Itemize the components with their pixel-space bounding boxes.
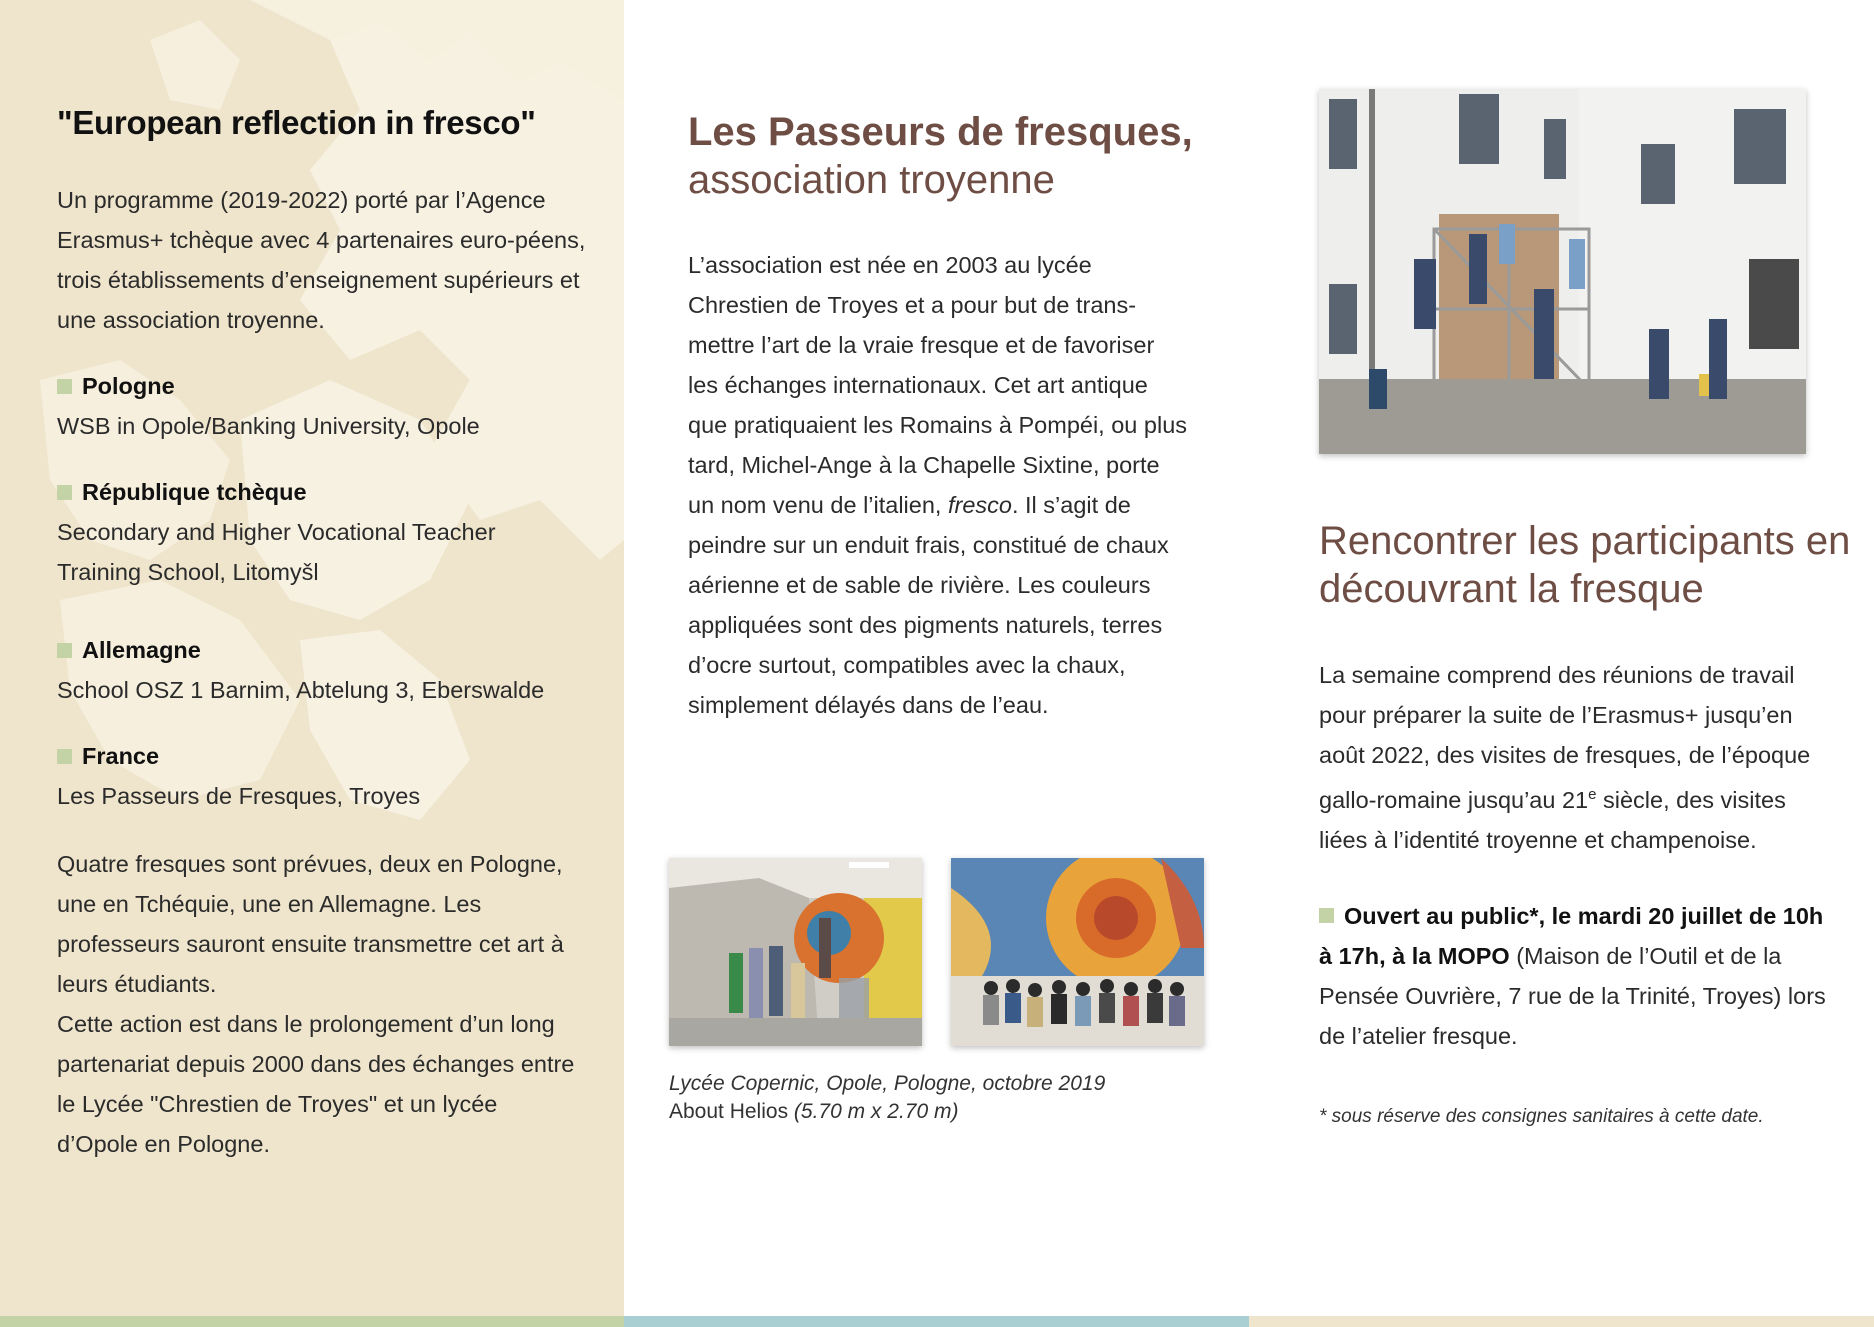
sanitary-disclaimer: * sous réserve des consignes sanitaires à cette date. (1319, 1106, 1764, 1127)
closing-paragraph-partnership: Cette action est dans le prolongement d’un long partenariat depuis 2000 dans des échanges entre le Lycée "Chrestien de Troyes" et un lycée d’Opole en Pologne. (57, 1011, 575, 1157)
closing-paragraph-frescoes: Quatre fresques sont prévues, deux en Pologne, une en Tchéquie, une en Allemagne. Les professeurs sauront ensuite transmettre cet art à leurs étudiants. (57, 851, 564, 997)
photo-courtyard-scaffolding (1319, 89, 1806, 454)
partner-germany (57, 630, 597, 710)
partner-czech-republic (57, 472, 597, 592)
photo-group-helios-fresco (951, 858, 1204, 1046)
middle-column (624, 0, 1249, 1316)
association-description: L’association est née en 2003 au lycée Chrestien de Troyes et a pour but de trans-mettre l’art de la vraie fresque et de favoriser les échanges internationaux. Cet art antique que pratiquaient les Romains à Pompéi, ou plus tard, Michel-Ange à la Chapelle Sixtine, porte un nom venu de l’italien, fresco. Il s’agit de peindre sur un enduit frais, constitué de chaux aérienne et de sable de rivière. Les couleurs appliquées sont des pigments naturels, terres d’ocre surtout, compatibles avec la chaux, simplement délayés dans de l’eau. (688, 252, 1188, 718)
partner-institution: WSB in Opole/Banking University, Opole (57, 413, 480, 439)
right-column (1249, 0, 1874, 1316)
left-content (57, 104, 597, 1164)
association-heading (688, 108, 1208, 204)
caption-location: Lycée Copernic, Opole, Pologne, octobre 2019 (669, 1072, 1106, 1095)
square-bullet-icon (57, 643, 72, 658)
partner-country: Allemagne (82, 636, 201, 663)
square-bullet-icon (1319, 908, 1334, 923)
association-heading-rest: association troyenne (688, 158, 1055, 202)
photo-students-painting (669, 858, 922, 1046)
public-opening-notice: Ouvert au public*, le mardi 20 juillet de 10h à 17h, à la MOPO (Maison de l’Outil et de la Pensée Ouvrière, 7 rue de la Trinité, Troyes) lors de l’atelier fresque. (1319, 903, 1826, 1049)
programme-intro: Un programme (2019-2022) porté par l’Agence Erasmus+ tchèque avec 4 partenaires euro-péens, trois établissements d’enseignement supérieurs et une association troyenne. (57, 187, 586, 333)
footer-color-bar (0, 1316, 1874, 1327)
partner-country: Pologne (82, 372, 175, 399)
square-bullet-icon (57, 379, 72, 394)
caption-title: About Helios (5.70 m x 2.70 m) (669, 1100, 959, 1123)
partner-institution: Les Passeurs de Fresques, Troyes (57, 783, 421, 809)
week-programme-text: La semaine comprend des réunions de travail pour préparer la suite de l’Erasmus+ jusqu’en août 2022, des visites de fresques, de l’époque gallo-romaine jusqu’au 21e siècle, des visites liées à l’identité troyenne et champenoise. (1319, 662, 1811, 853)
programme-title: "European reflection in fresco" (57, 104, 536, 141)
footer-segment-beige (1249, 1316, 1874, 1327)
partner-poland (57, 366, 597, 446)
footer-segment-green (0, 1316, 624, 1327)
partner-country: République tchèque (82, 478, 307, 505)
footer-segment-blue (624, 1316, 1249, 1327)
left-column (0, 0, 624, 1316)
partner-institution: Secondary and Higher Vocational Teacher Training School, Litomyšl (57, 519, 496, 585)
partner-france (57, 736, 597, 816)
meeting-heading: Rencontrer les participants en découvrant la fresque (1319, 519, 1851, 611)
partner-institution: School OSZ 1 Barnim, Abtelung 3, Eberswalde (57, 677, 545, 703)
partner-country: France (82, 742, 160, 769)
photo-caption (669, 1070, 1189, 1126)
square-bullet-icon (57, 749, 72, 764)
association-heading-strong: Les Passeurs de fresques, (688, 110, 1193, 154)
square-bullet-icon (57, 485, 72, 500)
